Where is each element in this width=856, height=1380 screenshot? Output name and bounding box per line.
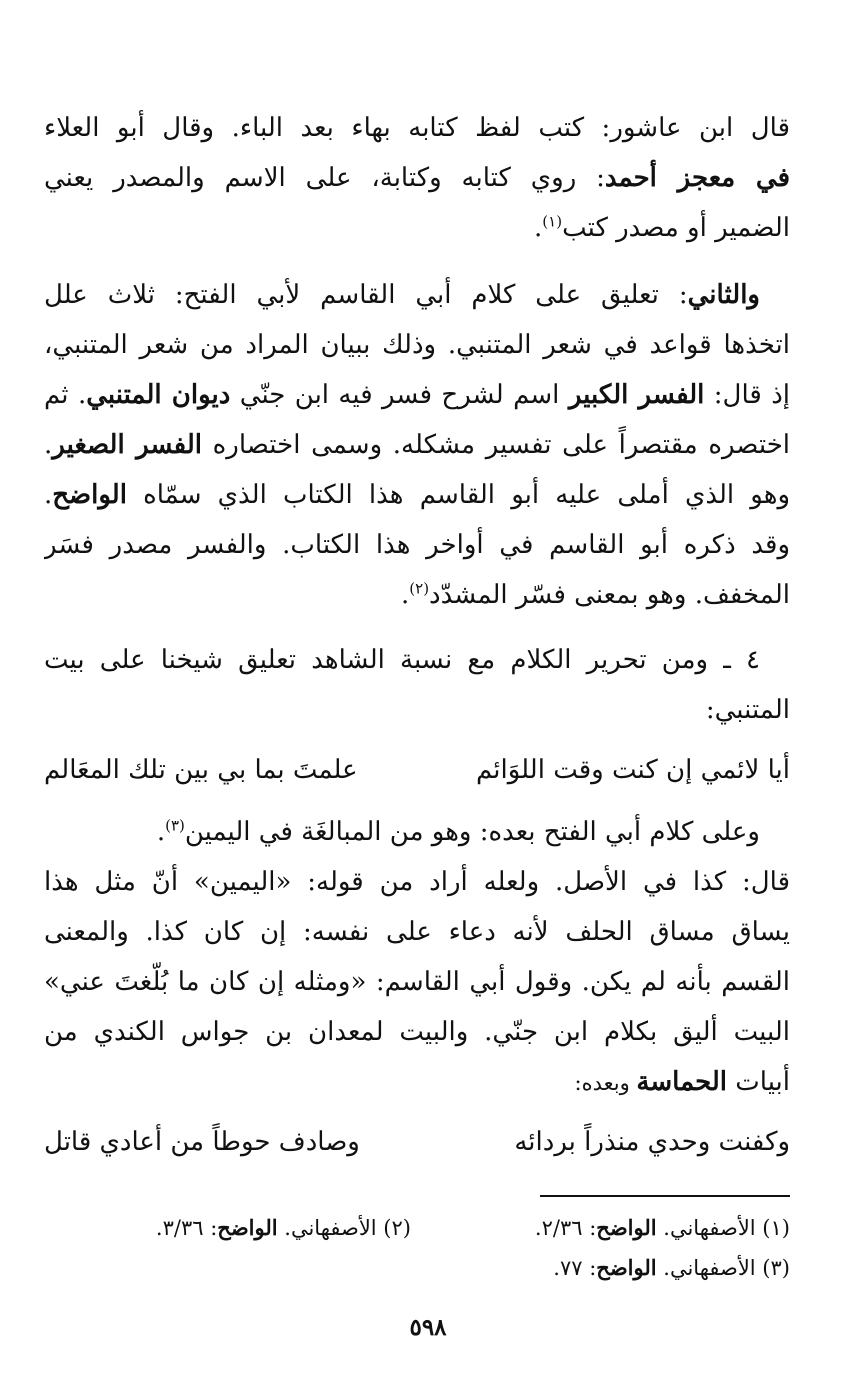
text-line: [44, 962, 790, 1002]
text-line: [44, 425, 790, 465]
text-line: [44, 690, 790, 730]
text-line: [44, 208, 790, 248]
text-line: [44, 275, 790, 315]
footnote-2: [156, 1212, 411, 1244]
bold-term: الواضح: [52, 480, 127, 510]
text: اتخذها قواعد في شعر المتنبي. وذلك ببيان المراد من شعر المتنبي،: [44, 330, 790, 360]
verse-second-hemistich: [44, 750, 358, 790]
text-line: [44, 1012, 790, 1052]
text: .: [401, 580, 410, 610]
text: أيا لائمي إن كنت وقت اللوَائم: [475, 755, 790, 785]
text: ٥٩٨: [409, 1314, 447, 1341]
text-line: [44, 862, 790, 902]
text-line: [44, 325, 790, 365]
text: .: [44, 480, 53, 510]
text: (١) الأصفهاني.: [656, 1216, 790, 1240]
text: المتنبي:: [705, 695, 790, 725]
footnote-ref: (٢): [409, 579, 430, 598]
bold-term: والثاني: [687, 280, 760, 310]
text: وصادف حوطاً من أعادي قاتل: [44, 1127, 360, 1157]
text-line: [44, 158, 790, 198]
text-line: [44, 640, 790, 680]
text: وعلى كلام أبي الفتح بعده: وهو من المبالغَة في اليمين: [184, 817, 760, 847]
bold-term: الواضح: [596, 1215, 657, 1240]
text: قال ابن عاشور: كتب لفظ كتابه بهاء بعد الباء. وقال أبو العلاء: [44, 113, 790, 143]
bold-term: ديوان المتنبي: [86, 380, 231, 410]
text: قال: كذا في الأصل. ولعله أراد من قوله: «اليمين» أنّ مثل هذا: [44, 867, 790, 897]
text: يساق مساق الحلف لأنه دعاء على نفسه: إن كان كذا. والمعنى: [44, 917, 790, 947]
bold-term: الفسر الكبير: [568, 380, 705, 410]
text: وهو الذي أملى عليه أبو القاسم هذا الكتاب الذي سمّاه: [126, 480, 790, 510]
verse-second-hemistich: [44, 1122, 360, 1162]
text: وكفنت وحدي منذراً بردائه: [514, 1127, 790, 1157]
text: الضمير أو مصدر كتب: [562, 213, 790, 243]
text: اسم لشرح فسر فيه ابن جنّي: [230, 380, 569, 410]
text: البيت أليق بكلام ابن جنّي. والبيت لمعدان بن جواس الكندي من: [44, 1017, 790, 1047]
footnote-3: [553, 1252, 790, 1284]
text-line: [44, 375, 790, 415]
text: : روي كتابه وكتابة، على الاسم والمصدر يعني: [44, 163, 605, 193]
text: : ٧٧.: [553, 1256, 597, 1280]
text-line: [44, 912, 790, 952]
text-line: [44, 812, 790, 852]
text-line: [44, 108, 790, 148]
text-line: [44, 1062, 790, 1103]
bold-term: الحماسة: [636, 1067, 728, 1097]
footnote-ref: (٣): [165, 816, 185, 835]
bold-term: الواضح: [217, 1215, 278, 1240]
text: إذ قال:: [704, 380, 790, 410]
bold-term: الواضح: [596, 1255, 657, 1280]
text: (٢) الأصفهاني.: [277, 1216, 411, 1240]
page-number: [0, 1314, 856, 1341]
text: .: [534, 213, 543, 243]
text: .: [156, 817, 166, 847]
bold-term: الفسر الصغير: [52, 430, 202, 460]
bold-term: في معجز أحمد: [604, 163, 790, 193]
text: المخفف. وهو بمعنى فسّر المشدّد: [429, 580, 790, 610]
text: القسم بأنه لم يكن. وقول أبي القاسم: «ومثله إن كان ما بُلّغتَ عني»: [44, 967, 790, 997]
text: . ثم: [44, 380, 87, 410]
footnote-ref: (١): [542, 212, 563, 231]
text: أبيات: [727, 1067, 790, 1097]
text: وبعده:: [574, 1071, 637, 1095]
verse-first-hemistich: [476, 750, 790, 790]
text-line: [44, 575, 790, 615]
text: (٣) الأصفهاني.: [656, 1256, 790, 1280]
text: .: [44, 430, 53, 460]
text-line: [44, 525, 790, 565]
text: : ٣/٣٦.: [155, 1216, 218, 1240]
text: وقد ذكره أبو القاسم في أواخر هذا الكتاب. والفسر مصدر فسَر: [44, 530, 790, 560]
text: علمتَ بما بي بين تلك المعَالم: [44, 755, 358, 785]
footnote-1: [535, 1212, 790, 1244]
text: ٤ ـ ومن تحرير الكلام مع نسبة الشاهد تعليق شيخنا على بيت: [44, 645, 760, 675]
footnote-separator: [540, 1195, 790, 1197]
text-line: [44, 475, 790, 515]
text: : تعليق على كلام أبي القاسم لأبي الفتح: ثلاث علل: [44, 280, 688, 310]
text: اختصره مقتصراً على تفسير مشكله. وسمى اختصاره: [201, 430, 790, 460]
verse-first-hemistich: [514, 1122, 790, 1162]
text: : ٢/٣٦.: [534, 1216, 597, 1240]
